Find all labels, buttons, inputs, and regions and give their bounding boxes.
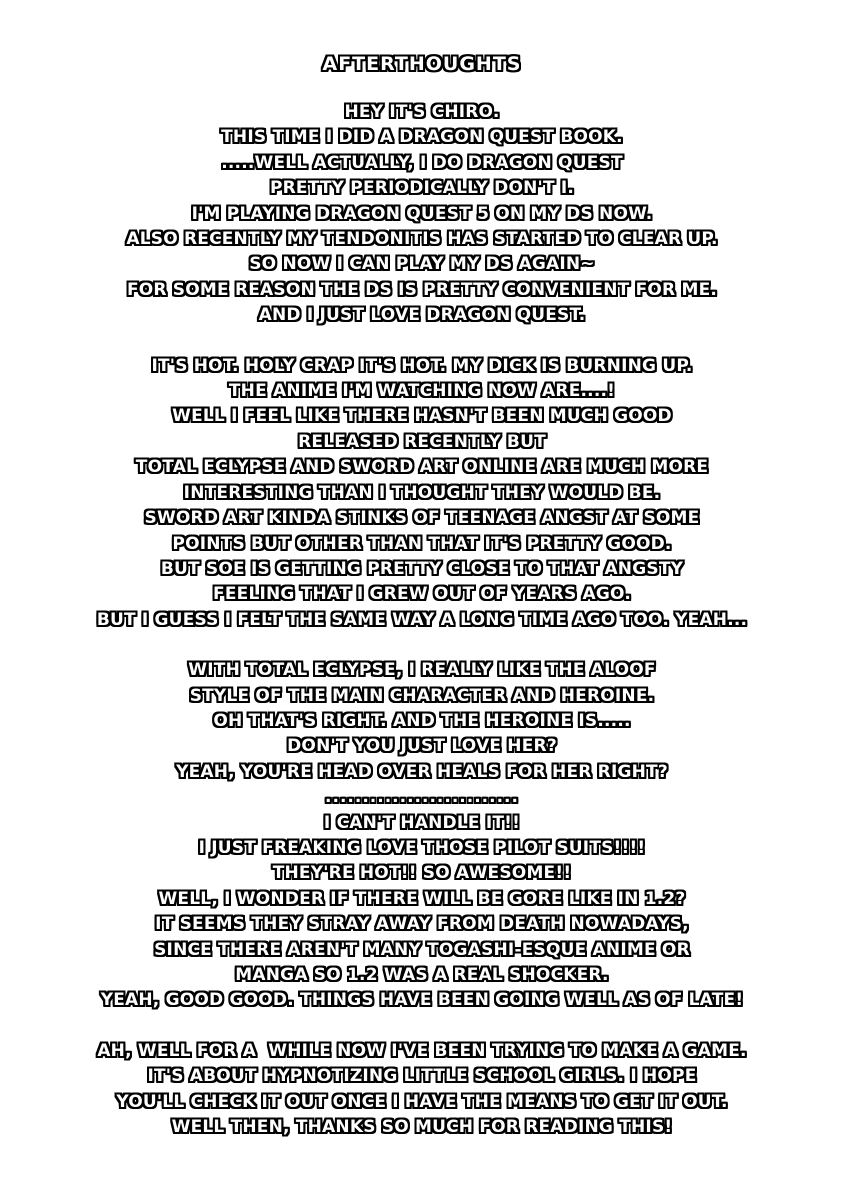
paragraph-block [0, 1039, 844, 1141]
text-line: SWORD ART KINDA STINKS OF TEENAGE ANGST AT SOME [144, 508, 700, 529]
text-line: THIS TIME I DID A DRAGON QUEST BOOK. [221, 127, 623, 148]
text-line: INTERESTING THAN I THOUGHT THEY WOULD BE. [183, 482, 661, 503]
paragraph-block [0, 658, 844, 1014]
text-line: WELL, I WONDER IF THERE WILL BE GORE LIKE IN 1.2? [158, 888, 686, 909]
text-line: YEAH, GOOD GOOD. THINGS HAVE BEEN GOING WELL AS OF LATE! [100, 990, 744, 1011]
text-line: OH THAT'S RIGHT. AND THE HEROINE IS..... [213, 710, 631, 731]
text-line: MANGA SO 1.2 WAS A REAL SHOCKER. [235, 965, 609, 985]
text-line: WELL I FEEL LIKE THERE HASN'T BEEN MUCH GOOD [172, 406, 672, 427]
text-line: I'M PLAYING DRAGON QUEST 5 ON MY DS NOW. [191, 203, 653, 224]
text-line: I JUST FREAKING LOVE THOSE PILOT SUITS!!!! [198, 837, 646, 858]
text-line: ALSO RECENTLY MY TENDONITIS HAS STARTED TO CLEAR UP. [126, 229, 718, 250]
text-line: FOR SOME REASON THE DS IS PRETTY CONVENIENT FOR ME. [126, 279, 718, 300]
text-line: TOTAL ECLYPSE AND SWORD ART ONLINE ARE MUCH MORE [135, 457, 709, 478]
text-line: SINCE THERE AREN'T MANY TOGASHI-ESQUE ANIME OR [154, 939, 690, 960]
text-line: AND I JUST LOVE DRAGON QUEST. [258, 305, 586, 326]
text-line: DON'T YOU JUST LOVE HER? [287, 736, 557, 757]
text-line: WITH TOTAL ECLYPSE, I REALLY LIKE THE ALOOF [188, 660, 656, 681]
afterword-body [0, 100, 844, 1140]
text-line: .....WELL ACTUALLY, I DO DRAGON QUEST [221, 152, 623, 173]
text-line: AH, WELL FOR A WHILE NOW I'VE BEEN TRYING TO MAKE A GAME. [97, 1040, 747, 1061]
text-line: THEY'RE HOT!! SO AWESOME!! [272, 863, 572, 884]
page-title: AFTERTHOUGHTS [322, 53, 522, 75]
text-line: YOU'LL CHECK IT OUT ONCE I HAVE THE MEANS TO GET IT OUT. [116, 1091, 728, 1112]
paragraph-block [0, 100, 844, 329]
text-line: FEELING THAT I GREW OUT OF YEARS AGO. [213, 584, 631, 605]
text-line: THE ANIME I'M WATCHING NOW ARE....! [228, 381, 616, 402]
text-line: YEAH, YOU'RE HEAD OVER HEALS FOR HER RIGHT? [176, 761, 668, 782]
text-line: HEY IT'S CHIRO. [344, 102, 500, 122]
text-line: I CAN'T HANDLE IT!! [323, 812, 521, 833]
text-line: IT SEEMS THEY STRAY AWAY FROM DEATH NOWADAYS, [155, 914, 689, 935]
text-line: IT'S ABOUT HYPNOTIZING LITTLE SCHOOL GIRLS. I HOPE [147, 1066, 697, 1087]
text-line: PRETTY PERIODICALLY DON'T I. [269, 178, 575, 199]
text-line: IT'S HOT. HOLY CRAP IT'S HOT. MY DICK IS BURNING UP. [151, 355, 693, 376]
paragraph-block [0, 354, 844, 633]
text-line: WELL THEN, THANKS SO MUCH FOR READING THIS! [171, 1117, 673, 1138]
text-line: RELEASED RECENTLY BUT [298, 431, 546, 452]
text-line: SO NOW I CAN PLAY MY DS AGAIN~ [249, 254, 595, 275]
text-line: STYLE OF THE MAIN CHARACTER AND HEROINE. [189, 685, 655, 706]
text-line: BUT I GUESS I FELT THE SAME WAY A LONG TIME AGO TOO. YEAH... [96, 609, 748, 630]
text-line: POINTS BUT OTHER THAN THAT IT'S PRETTY GOOD. [172, 533, 672, 554]
text-line: BUT SOE IS GETTING PRETTY CLOSE TO THAT ANGSTY [160, 558, 684, 579]
dots-separator: .......................... [325, 787, 519, 808]
